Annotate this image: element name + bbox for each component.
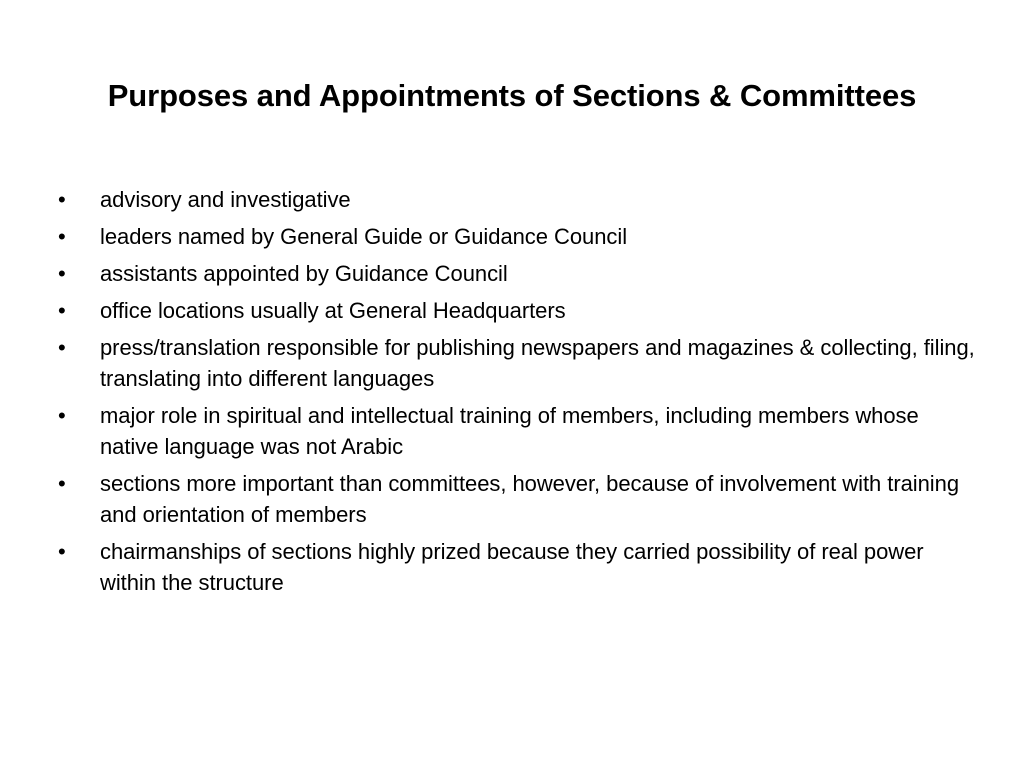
- bullet-text: sections more important than committees, however, because of involvement with training and orientation of members: [100, 471, 960, 527]
- bullet-item: [58, 536, 978, 598]
- bullet-item: [58, 258, 978, 289]
- bullet-item: [58, 295, 978, 326]
- bullet-marker: •: [58, 471, 66, 496]
- bullet-item: [58, 221, 978, 252]
- bullet-marker: •: [58, 298, 66, 323]
- bullet-text: office locations usually at General Headquarters: [100, 298, 566, 323]
- bullet-marker: •: [58, 539, 66, 564]
- slide-title: Purposes and Appointments of Sections & Committees: [107, 78, 917, 113]
- bullet-text: chairmanships of sections highly prized because they carried possibility of real power within the structure: [100, 539, 924, 595]
- bullet-item: [58, 400, 978, 462]
- bullet-text: press/translation responsible for publishing newspapers and magazines & collecting, filing, translating into different languages: [100, 335, 975, 391]
- bullet-item: [58, 468, 978, 530]
- bullet-marker: •: [58, 224, 66, 249]
- bullet-text: advisory and investigative: [100, 187, 351, 212]
- bullet-marker: •: [58, 187, 66, 212]
- bullet-item: [58, 332, 978, 394]
- bullet-text: assistants appointed by Guidance Council: [100, 261, 508, 286]
- bullet-item: [58, 184, 978, 215]
- bullet-marker: •: [58, 261, 66, 286]
- bullet-text: leaders named by General Guide or Guidance Council: [100, 224, 628, 249]
- bullet-marker: •: [58, 335, 66, 360]
- bullet-list: [58, 184, 978, 604]
- bullet-marker: •: [58, 403, 66, 428]
- bullet-text: major role in spiritual and intellectual training of members, including members whose native language was not Arabic: [100, 403, 919, 459]
